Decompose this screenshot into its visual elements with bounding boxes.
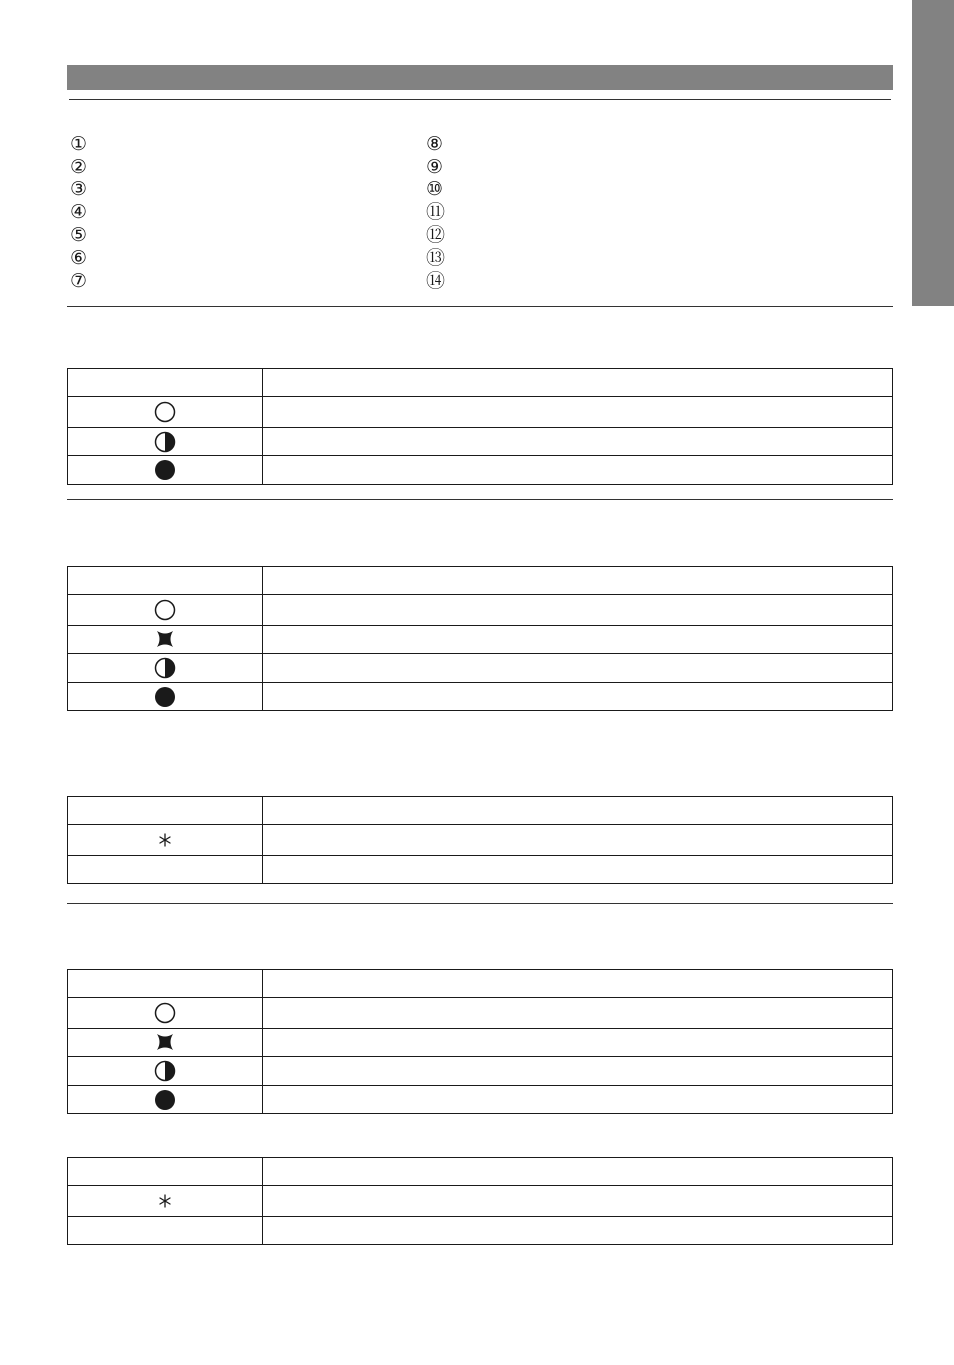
description-cell [263, 825, 893, 856]
description-cell [263, 1158, 893, 1186]
table-row [68, 1029, 893, 1057]
description-cell [263, 626, 893, 654]
legend-item [426, 156, 445, 179]
circle-filled-icon [154, 686, 176, 708]
symbol-cell [68, 856, 263, 884]
description-cell [263, 998, 893, 1029]
legend-item [70, 201, 87, 224]
symbol-cell [68, 1057, 263, 1086]
table-row [68, 1186, 893, 1217]
legend-number: ⑤ [70, 224, 88, 247]
table-row [68, 1057, 893, 1086]
legend-number: ⑬ [426, 246, 446, 269]
legend-item [426, 201, 445, 224]
asterisk-icon [159, 833, 171, 847]
cross-icon [156, 1033, 174, 1051]
symbol-cell [68, 654, 263, 683]
symbol-cell [68, 970, 263, 998]
legend-right [426, 133, 445, 293]
legend-item [70, 179, 87, 202]
symbol-cell [68, 1217, 263, 1245]
legend-item [70, 247, 87, 270]
circle-filled-icon [154, 1089, 176, 1111]
circle-half-icon [154, 1060, 176, 1082]
legend-item [426, 247, 445, 270]
description-cell [263, 970, 893, 998]
legend-item [70, 270, 87, 293]
legend-number: ① [70, 132, 88, 155]
description-cell [263, 654, 893, 683]
legend-number: ⑦ [70, 269, 88, 292]
description-cell [263, 856, 893, 884]
table-row [68, 970, 893, 998]
legend-item [70, 156, 87, 179]
circle-empty-icon [154, 1002, 176, 1024]
section-rule [67, 499, 893, 500]
symbol-cell [68, 595, 263, 626]
description-cell [263, 1029, 893, 1057]
description-cell [263, 567, 893, 595]
table-row [68, 456, 893, 485]
legend-number: ⑥ [70, 246, 88, 269]
legend-number: ⑩ [426, 178, 444, 201]
description-cell [263, 1217, 893, 1245]
circle-empty-icon [154, 599, 176, 621]
table-row [68, 683, 893, 711]
table-row [68, 825, 893, 856]
description-cell [263, 369, 893, 397]
table-row [68, 797, 893, 825]
legend-number: ⑨ [426, 155, 444, 178]
symbol-cell [68, 1029, 263, 1057]
legend-number: ⑭ [426, 269, 446, 292]
symbol-cell [68, 1086, 263, 1114]
symbol-cell [68, 825, 263, 856]
legend-number: ③ [70, 178, 88, 201]
description-cell [263, 1086, 893, 1114]
symbol-cell [68, 456, 263, 485]
side-tab [912, 0, 954, 306]
symbol-cell [68, 1186, 263, 1217]
legend-item [426, 133, 445, 156]
table-row [68, 397, 893, 428]
table-row [68, 998, 893, 1029]
table-row [68, 1158, 893, 1186]
table-row [68, 626, 893, 654]
table-row [68, 428, 893, 456]
legend-item [70, 224, 87, 247]
description-cell [263, 683, 893, 711]
cross-icon [156, 630, 174, 648]
legend-number: ④ [70, 201, 88, 224]
asterisk-icon [159, 1194, 171, 1208]
table-1 [67, 368, 893, 485]
symbol-cell [68, 567, 263, 595]
legend-item [426, 270, 445, 293]
legend-number: ⑪ [426, 201, 446, 224]
table-row [68, 1217, 893, 1245]
symbol-cell [68, 626, 263, 654]
symbol-cell [68, 683, 263, 711]
table-3 [67, 796, 893, 884]
symbol-cell [68, 1158, 263, 1186]
description-cell [263, 428, 893, 456]
circle-filled-icon [154, 459, 176, 481]
table-row [68, 1086, 893, 1114]
symbol-cell [68, 397, 263, 428]
legend-number: ⑫ [426, 224, 446, 247]
circle-empty-icon [154, 401, 176, 423]
table-row [68, 856, 893, 884]
table-5 [67, 1157, 893, 1245]
description-cell [263, 456, 893, 485]
symbol-cell [68, 369, 263, 397]
legend-item [70, 133, 87, 156]
table-row [68, 567, 893, 595]
description-cell [263, 1186, 893, 1217]
header-rule [69, 99, 891, 100]
legend-item [426, 224, 445, 247]
section-rule [67, 903, 893, 904]
legend-number: ② [70, 155, 88, 178]
symbol-cell [68, 998, 263, 1029]
circle-half-icon [154, 431, 176, 453]
header-bar [67, 65, 893, 90]
description-cell [263, 797, 893, 825]
legend-left [70, 133, 87, 293]
table-row [68, 654, 893, 683]
table-4 [67, 969, 893, 1114]
section-rule [67, 306, 893, 307]
symbol-cell [68, 797, 263, 825]
legend-number: ⑧ [426, 132, 444, 155]
description-cell [263, 1057, 893, 1086]
table-row [68, 369, 893, 397]
symbol-cell [68, 428, 263, 456]
legend-item [426, 179, 445, 202]
table-2 [67, 566, 893, 711]
table-row [68, 595, 893, 626]
circle-half-icon [154, 657, 176, 679]
description-cell [263, 397, 893, 428]
description-cell [263, 595, 893, 626]
